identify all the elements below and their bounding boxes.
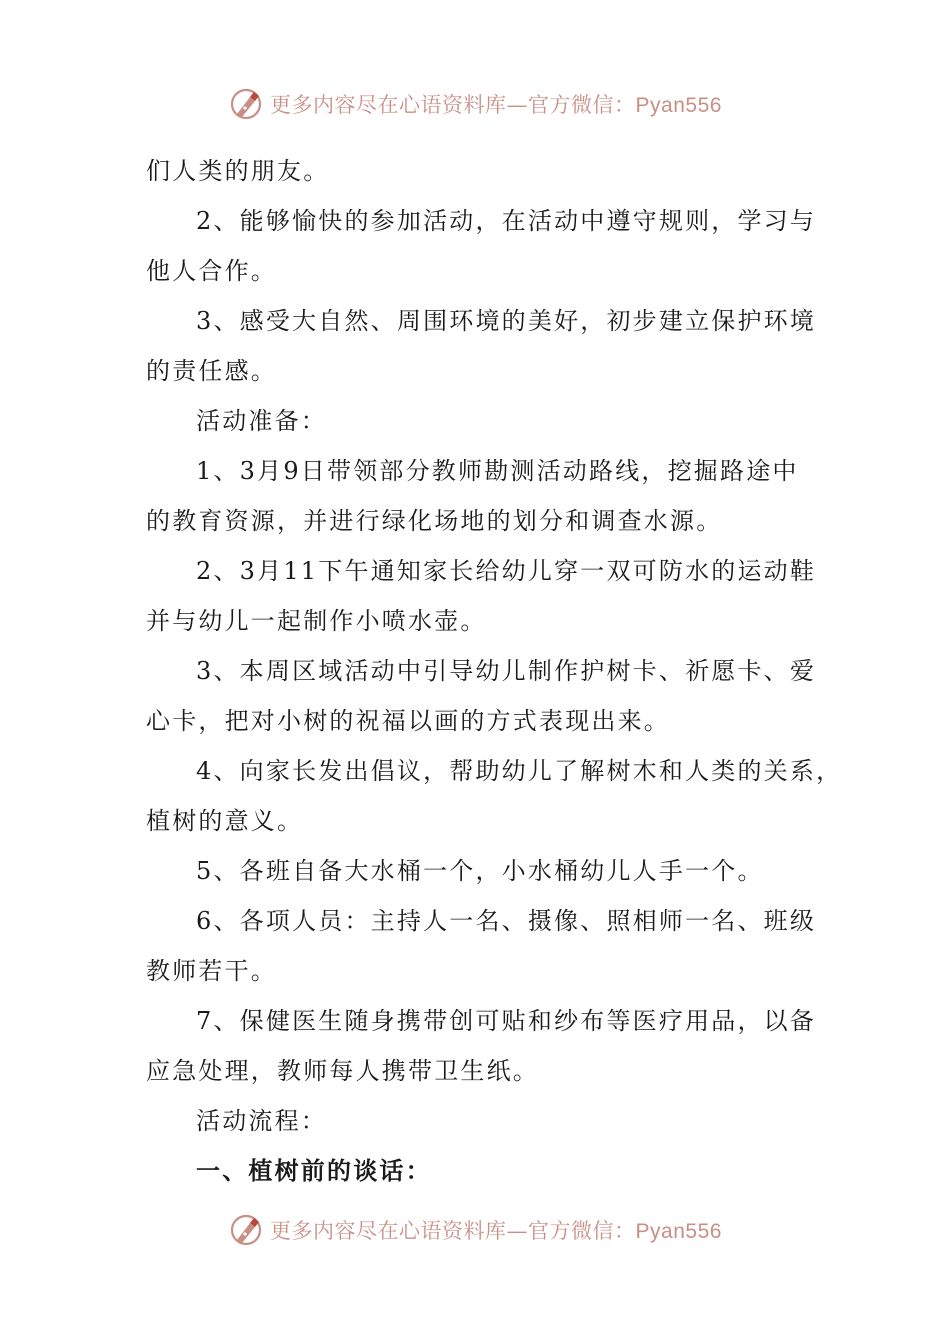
- paragraph-line: 他人合作。: [146, 257, 277, 285]
- objective-item-3: 3、感受大自然、周围环境的美好，初步建立保护环境: [196, 307, 817, 335]
- paragraph-line: 并与幼儿一起制作小喷水壶。: [146, 607, 487, 635]
- preparation-item-1: 1、3月9日带领部分教师勘测活动路线，挖掘路途中: [196, 457, 799, 485]
- preparation-item-7: 7、保健医生随身携带创可贴和纱布等医疗用品，以备: [196, 1007, 817, 1035]
- subsection-heading: 一、植树前的谈话：: [196, 1157, 432, 1185]
- objective-item-2: 2、能够愉快的参加活动，在活动中遵守规则，学习与: [196, 207, 817, 235]
- watermark-footer: [0, 1210, 950, 1250]
- paragraph-line: 植树的意义。: [146, 807, 304, 835]
- paragraph-line: 们人类的朋友。: [146, 157, 330, 185]
- preparation-item-4: 4、向家长发出倡议，帮助幼儿了解树木和人类的关系，: [196, 757, 843, 785]
- document-body: [146, 146, 843, 1196]
- watermark-text: 更多内容尽在心语资料库—官方微信：Pyan556: [270, 93, 722, 117]
- section-heading-preparation: 活动准备：: [196, 407, 327, 435]
- paragraph-line: 教师若干。: [146, 957, 277, 985]
- section-heading-process: 活动流程：: [196, 1107, 327, 1135]
- pen-nib-circle-icon: [228, 86, 264, 122]
- watermark-header: [0, 84, 950, 124]
- paragraph-line: 心卡，把对小树的祝福以画的方式表现出来。: [146, 707, 670, 735]
- pen-nib-circle-icon: [228, 1212, 264, 1248]
- paragraph-line: 的责任感。: [146, 357, 277, 385]
- preparation-item-2: 2、3月11下午通知家长给幼儿穿一双可防水的运动鞋: [196, 557, 817, 585]
- watermark-text: 更多内容尽在心语资料库—官方微信：Pyan556: [270, 1219, 722, 1243]
- preparation-item-5: 5、各班自备大水桶一个，小水桶幼儿人手一个。: [196, 857, 764, 885]
- paragraph-line: 的教育资源，并进行绿化场地的划分和调查水源。: [146, 507, 723, 535]
- preparation-item-6: 6、各项人员：主持人一名、摄像、照相师一名、班级: [196, 907, 817, 935]
- paragraph-line: 应急处理，教师每人携带卫生纸。: [146, 1057, 539, 1085]
- preparation-item-3: 3、本周区域活动中引导幼儿制作护树卡、祈愿卡、爱: [196, 657, 817, 685]
